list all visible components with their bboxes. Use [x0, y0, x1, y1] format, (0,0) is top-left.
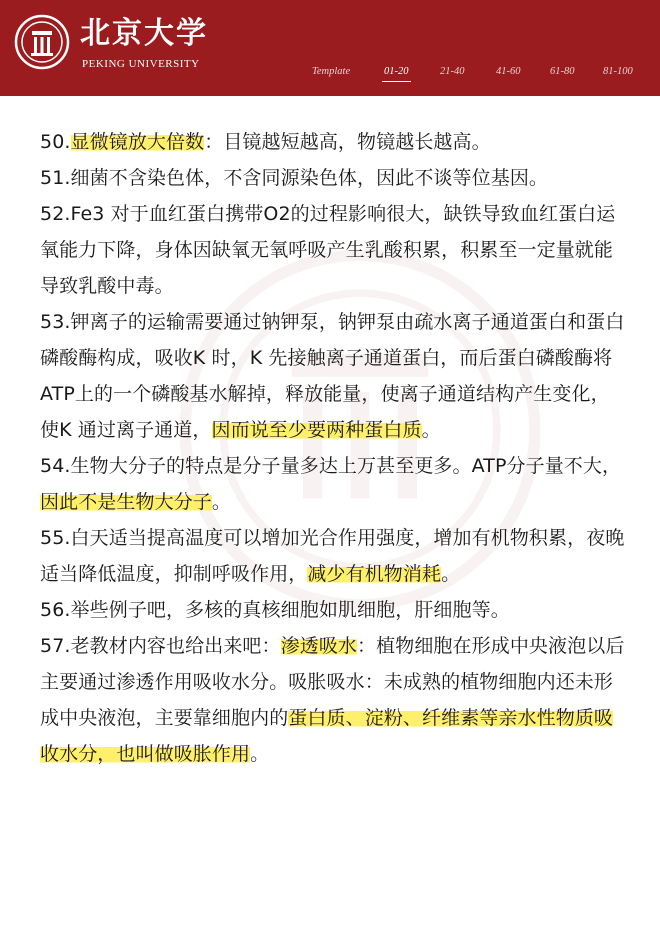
note-text: 52.Fe3 对于血红蛋白携带O2的过程影响很大，缺铁导致血红蛋白运氧能力下降，身体因缺氧无氧呼吸产生乳酸积累，积累至一定量就能导致乳酸中毒。 [40, 203, 616, 297]
note-paragraph [40, 592, 628, 628]
note-text: 。 [421, 419, 441, 441]
notes-body [40, 124, 628, 772]
note-text: 。 [250, 743, 270, 765]
note-text: 57.老教材内容也给出来吧： [40, 635, 281, 657]
highlighted-text: 因此不是生物大分子 [40, 491, 212, 513]
note-text: 53.钾离子的运输需要通过钠钾泵，钠钾泵由疏水离子通道蛋白和蛋白磷酸酶构成，吸收K 时，K 先接触离子通道蛋白，而后蛋白磷酸酶将ATP上的一个磷酸基水解掉，释放能量，使离子通道结构产生变化，使K 通过离子通道， [40, 311, 625, 441]
nav-template[interactable]: Template [312, 66, 351, 77]
note-text: 54.生物大分子的特点是分子量多达上万甚至更多。ATP分子量不大， [40, 455, 622, 477]
highlighted-text: 减少有机物消耗 [307, 563, 442, 585]
note-paragraph [40, 628, 628, 772]
nav-21-40[interactable]: 21-40 [440, 66, 465, 77]
note-text: ：植物细胞在形成中央液泡以后主要通过渗透作用吸收水分。吸胀吸水：未成熟的植物细胞内还未形成中央液泡，主要靠细胞内的 [40, 635, 625, 729]
note-text: ：目镜越短越高，物镜越长越高。 [204, 131, 491, 153]
note-text: 51.细菌不含染色体，不含同源染色体，因此不谈等位基因。 [40, 167, 549, 189]
nav-81-100[interactable]: 81-100 [603, 66, 633, 77]
note-text: 50. [40, 131, 71, 153]
highlighted-text: 因而说至少要两种蛋白质 [211, 419, 422, 441]
brand-name-en: PEKING UNIVERSITY [82, 58, 200, 70]
peking-university-seal-icon [14, 14, 70, 70]
note-paragraph [40, 520, 628, 592]
note-paragraph [40, 448, 628, 520]
note-paragraph [40, 124, 628, 160]
highlighted-text: 蛋白质、淀粉、纤维素等亲水性物质吸收水分，也叫做吸胀作用 [40, 707, 614, 765]
nav-61-80[interactable]: 61-80 [550, 66, 575, 77]
page-range-nav [300, 66, 660, 84]
note-text: 。 [211, 491, 232, 513]
note-paragraph [40, 160, 628, 196]
note-text: 56.举些例子吧，多核的真核细胞如肌细胞，肝细胞等。 [40, 599, 510, 621]
nav-01-20[interactable]: 01-20 [384, 66, 409, 77]
header-bar [0, 0, 660, 96]
highlighted-text: 显微镜放大倍数 [70, 131, 205, 153]
note-text: 55.白天适当提高温度可以增加光合作用强度，增加有机物积累，夜晚适当降低温度，抑制呼吸作用， [40, 527, 625, 585]
brand-name-cn: 北京大学 [80, 16, 208, 51]
note-text: 。 [441, 563, 461, 585]
note-paragraph [40, 196, 628, 304]
note-paragraph [40, 304, 628, 448]
highlighted-text: 渗透吸水 [280, 635, 358, 657]
nav-41-60[interactable]: 41-60 [496, 66, 521, 77]
